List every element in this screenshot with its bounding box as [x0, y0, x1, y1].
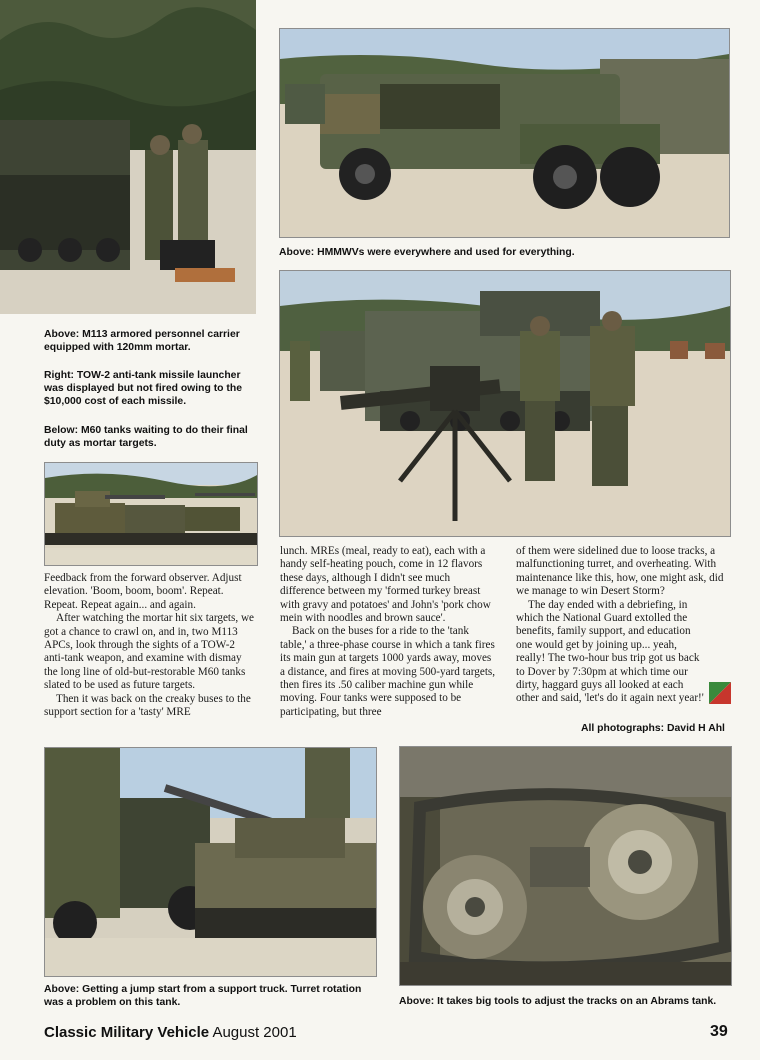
page-number: 39 — [710, 1023, 728, 1040]
article-column-1 — [44, 572, 257, 719]
caption-lead: Right: — [44, 370, 75, 381]
photo-credit: All photographs: David H Ahl — [581, 723, 725, 734]
caption-m113 — [44, 328, 256, 354]
caption-lead: Above: — [279, 247, 315, 258]
photo-abrams-track — [399, 746, 732, 986]
caption-hmmwv — [279, 246, 728, 259]
article-paragraph: After watching the mortar hit six targets, we got a chance to crawl on, and in, two M113 APCs, look through the sights of a TOW-2 anti-tank weapon, and examine with dismay the long line of old-but-restorable M60 tanks slated to be used as future targets. — [44, 612, 255, 692]
photo-tow-launcher — [279, 270, 731, 537]
caption-text: M60 tanks waiting to do their final duty as mortar targets. — [44, 425, 248, 449]
article-paragraph: The day ended with a debriefing, in which the National Guard extolled the benefits, family support, and education one would get by joining up... yeah, really! The two-hour bus trip got us back to Dover by 7:30pm at which time our dirty, haggard guys all looked at each other and said, 'let's do it again next year!' — [516, 598, 704, 705]
photo-jump-start — [44, 747, 377, 977]
article-paragraph: lunch. MREs (meal, ready to eat), each with a handy self-heating pouch, come in 12 flavors these days, although I didn't see much difference between my 'formed turkey breast with gravy and potatoes' and John's 'pork chow mein with noodles and brown sauce'. — [280, 545, 491, 625]
caption-m60 — [44, 424, 256, 450]
article-column-2 — [280, 545, 497, 719]
caption-text: It takes big tools to adjust the tracks on an Abrams tank. — [434, 996, 717, 1007]
article-end-mark — [709, 682, 731, 704]
caption-text: TOW-2 anti-tank missile launcher was displayed but not fired owing to the $10,000 cost of each missile. — [44, 370, 243, 407]
caption-tow — [44, 369, 256, 408]
magazine-footer — [44, 1024, 297, 1041]
magazine-title: Classic Military Vehicle — [44, 1024, 210, 1041]
photo-m60-tanks — [44, 462, 258, 566]
caption-lead: Above: — [44, 329, 80, 340]
magazine-issue: August 2001 — [212, 1024, 297, 1041]
caption-text: HMMWVs were everywhere and used for everything. — [314, 247, 575, 258]
caption-abrams — [399, 995, 739, 1008]
article-column-3 — [516, 545, 731, 706]
article-paragraph: of them were sidelined due to loose tracks, a malfunctioning turret, and overheating. With maintenance like this, how, one might ask, did we manage to win Desert Storm? — [516, 545, 724, 598]
caption-text: M113 armored personnel carrier equipped with 120mm mortar. — [44, 329, 240, 353]
article-paragraph: Back on the buses for a ride to the 'tank table,' a three-phase course in which a tank fires its main gun at targets 1000 yards away, moves a distance, and fires at moving 500-yard targets, then fires its .50 caliber machine gun while moving. Four tanks were supposed to be participating, but three — [280, 625, 496, 718]
article-paragraph: Feedback from the forward observer. Adjust elevation. 'Boom, boom, boom'. Repeat. Repeat. Repeat again... and again. — [44, 572, 242, 611]
caption-lead: Below: — [44, 425, 79, 436]
photo-m113-mortar — [0, 0, 256, 314]
photo-hmmwv — [279, 28, 730, 238]
article-paragraph: Then it was back on the creaky buses to the support section for a 'tasty' MRE — [44, 692, 251, 719]
caption-lead: Above: — [44, 984, 80, 995]
caption-lead: Above: — [399, 996, 435, 1007]
caption-jump-start — [44, 983, 375, 1009]
caption-text: Getting a jump start from a support truck. Turret rotation was a problem on this tank. — [44, 984, 362, 1008]
